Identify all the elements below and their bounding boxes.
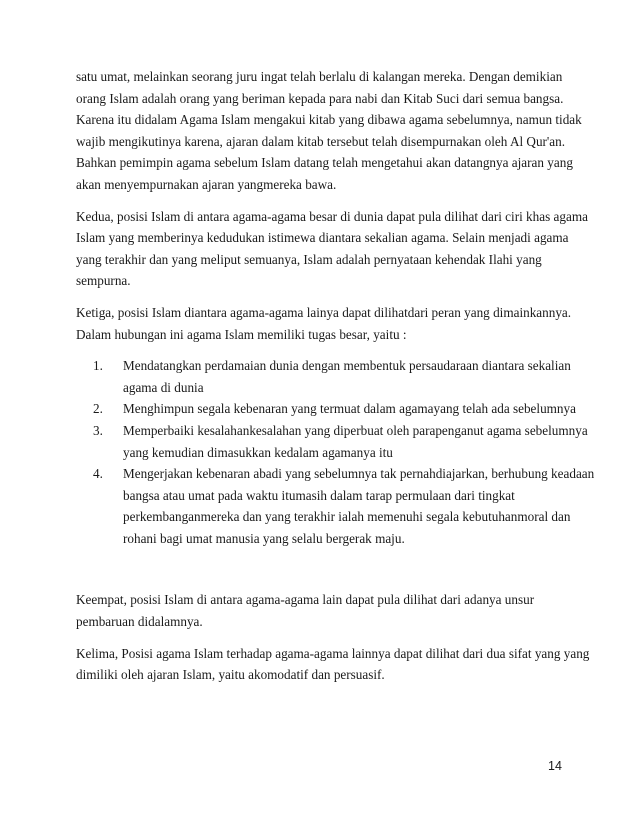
paragraph-kelima bbox=[76, 643, 590, 686]
text-line: perkembanganmereka dan yang terakhir ialah memenuhi segala kebutuhanmoral dan bbox=[123, 509, 571, 525]
list-number: 2. bbox=[93, 401, 103, 417]
page-number: 14 bbox=[548, 759, 562, 773]
text-line: yang kemudian dimasukkan kedalam agamanya itu bbox=[123, 444, 393, 460]
text-line: rohani bagi umat manusia yang selalu bergerak maju. bbox=[123, 530, 405, 546]
text-line: Menghimpun segala kebenaran yang termuat dalam agamayang telah ada sebelumnya bbox=[123, 401, 576, 417]
text-line: yang terakhir dan yang meliput semuanya, Islam adalah pernyataan kehendak Ilahi yang bbox=[76, 251, 542, 267]
text-line: Islam yang memberinya kedudukan istimewa diantara sekalian agama. Selain menjadi agama bbox=[76, 230, 569, 246]
list-item bbox=[93, 463, 595, 549]
paragraph-kedua bbox=[76, 206, 588, 292]
paragraph-ketiga bbox=[76, 302, 572, 345]
list-number: 4. bbox=[93, 466, 103, 482]
text-line: satu umat, melainkan seorang juru ingat telah berlalu di kalangan mereka. Dengan demikian bbox=[76, 69, 563, 84]
text-line: Mengerjakan kebenaran abadi yang sebelumnya tak pernahdiajarkan, berhubung keadaan bbox=[123, 466, 595, 482]
text-line: Mendatangkan perdamaian dunia dengan membentuk persaudaraan diantara sekalian bbox=[123, 358, 571, 374]
text-line: wajib mengikutinya karena, ajaran dalam kitab tersebut telah disempurnakan oleh Al Qur'an. bbox=[76, 133, 566, 149]
text-line: Kelima, Posisi agama Islam terhadap agama-agama lainnya dapat dilihat dari dua sifat yang yang bbox=[76, 645, 590, 661]
paragraph-intro bbox=[76, 66, 582, 196]
text-line: Kedua, posisi Islam di antara agama-agama besar di dunia dapat pula dilihat dari ciri khas agama bbox=[76, 208, 588, 224]
text-line: Karena itu didalam Agama Islam mengakui kitab yang dibawa agama sebelumnya, namun tidak bbox=[76, 112, 582, 128]
text-line: Keempat, posisi Islam di antara agama-agama lain dapat pula dilihat dari adanya unsur bbox=[76, 592, 535, 608]
text-line: Memperbaiki kesalahankesalahan yang diperbuat oleh parapenganut agama sebelumnya bbox=[123, 422, 588, 438]
text-line: sempurna. bbox=[76, 273, 131, 289]
text-line: akan menyempurnakan ajaran yangmereka bawa. bbox=[76, 176, 337, 192]
list-item bbox=[93, 420, 588, 463]
text-line: Bahkan pemimpin agama sebelum Islam datang telah mengetahui akan datangnya ajaran yang bbox=[76, 155, 573, 171]
paragraph-keempat bbox=[76, 589, 566, 632]
text-line: agama di dunia bbox=[123, 379, 204, 395]
text-line: pembaruan didalamnya. bbox=[76, 614, 203, 630]
document-body bbox=[76, 66, 595, 696]
text-line: bangsa atau umat pada waktu itumasih dalam tarap permulaan dari tingkat bbox=[123, 487, 515, 503]
list-number: 3. bbox=[93, 422, 103, 438]
text-line: Dalam hubungan ini agama Islam memiliki tugas besar, yaitu : bbox=[76, 326, 407, 342]
list-item bbox=[93, 355, 571, 398]
numbered-list bbox=[76, 355, 595, 549]
text-line: Ketiga, posisi Islam diantara agama-agama lainya dapat dilihatdari peran yang dimainkannya. bbox=[76, 304, 572, 320]
list-item bbox=[93, 398, 576, 420]
text-line: orang Islam adalah orang yang beriman kepada para nabi dan Kitab Suci dari semua bangsa. bbox=[76, 90, 564, 106]
text-line: dimiliki oleh ajaran Islam, yaitu akomodatif dan persuasif. bbox=[76, 667, 385, 683]
list-number: 1. bbox=[93, 358, 103, 374]
